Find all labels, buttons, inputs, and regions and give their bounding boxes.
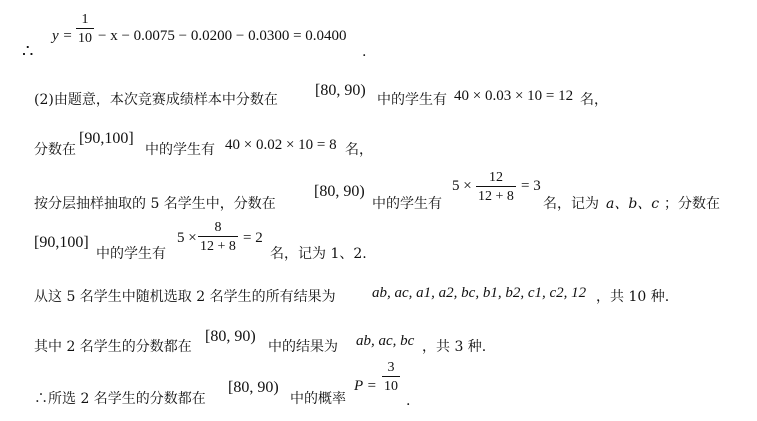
line-suffix: ，共 3 种. — [422, 339, 487, 355]
fraction-bar — [382, 376, 400, 377]
variable-labels: a、b、c — [606, 196, 660, 212]
fraction-lead: 5 × — [177, 230, 197, 246]
line-prefix: 从这 5 名学生中随机选取 2 名学生的所有结果为 — [34, 289, 336, 305]
calc-expression: 40 × 0.02 × 10 = 8 — [225, 137, 337, 153]
fraction-numerator: 8 — [214, 220, 222, 235]
line-middle: 中的学生有 — [96, 246, 166, 262]
fraction-12-over-20 — [476, 170, 516, 204]
interval-80-90: [80, 90) — [205, 328, 256, 345]
fraction-bar — [76, 28, 94, 29]
fraction-numerator: 3 — [387, 360, 395, 375]
line-prefix: 分数在 — [34, 142, 76, 158]
interval-90-100: [90,100] — [34, 234, 89, 251]
period: . — [406, 393, 411, 409]
line-prefix: 按分层抽样抽取的 5 名学生中，分数在 — [34, 196, 276, 212]
fraction-denominator: 10 — [78, 31, 92, 46]
fraction-lead: 5 × — [452, 178, 472, 194]
line-prefix: 其中 2 名学生的分数都在 — [34, 339, 192, 355]
fraction-result: = 2 — [243, 230, 263, 246]
eq-rhs: − x − 0.0075 − 0.0200 − 0.0300 = 0.0400 — [98, 28, 347, 44]
fraction-1-over-10 — [76, 12, 94, 46]
therefore-symbol: ∴ — [22, 41, 34, 62]
fraction-numerator: 1 — [81, 12, 89, 27]
fraction-bar — [476, 186, 516, 187]
line-middle: 中的概率 — [290, 391, 346, 407]
fraction-denominator: 10 — [384, 379, 398, 394]
line-suffix-a: 名，记为 — [543, 196, 599, 212]
result-list: ab, ac, bc — [356, 333, 415, 349]
line-suffix: 名，记为 1、2. — [270, 246, 367, 262]
line-suffix: 名， — [580, 92, 608, 108]
fraction-bar — [198, 236, 238, 237]
fraction-denominator: 12 + 8 — [200, 239, 236, 254]
fraction-numerator: 12 — [488, 170, 503, 185]
line-suffix: ，共 10 种. — [596, 289, 670, 305]
fraction-denominator: 12 + 8 — [478, 189, 514, 204]
eq-lhs: y = — [52, 28, 73, 44]
line-suffix: 名， — [345, 142, 373, 158]
calc-expression: 40 × 0.03 × 10 = 12 — [454, 88, 574, 104]
line-middle: 中的学生有 — [145, 142, 215, 158]
line-suffix-b: ；分数在 — [664, 196, 720, 212]
line-middle: 中的学生有 — [377, 92, 447, 108]
interval-80-90: [80, 90) — [315, 82, 366, 99]
fraction-8-over-20 — [198, 220, 238, 254]
line-middle: 中的学生有 — [372, 196, 442, 212]
line-prefix: (2)由题意，本次竞赛成绩样本中分数在 — [34, 92, 278, 108]
interval-80-90: [80, 90) — [314, 183, 365, 200]
result-list: ab, ac, a1, a2, bc, b1, b2, c1, c2, 12 — [372, 285, 587, 301]
interval-80-90: [80, 90) — [228, 379, 279, 396]
probability-lhs: P = — [354, 378, 377, 394]
interval-90-100: [90,100] — [79, 130, 134, 147]
line-middle: 中的结果为 — [268, 339, 338, 355]
line-prefix: ∴所选 2 名学生的分数都在 — [34, 391, 206, 407]
fraction-result: = 3 — [521, 178, 541, 194]
period: . — [362, 44, 367, 60]
fraction-3-over-10 — [382, 360, 400, 394]
